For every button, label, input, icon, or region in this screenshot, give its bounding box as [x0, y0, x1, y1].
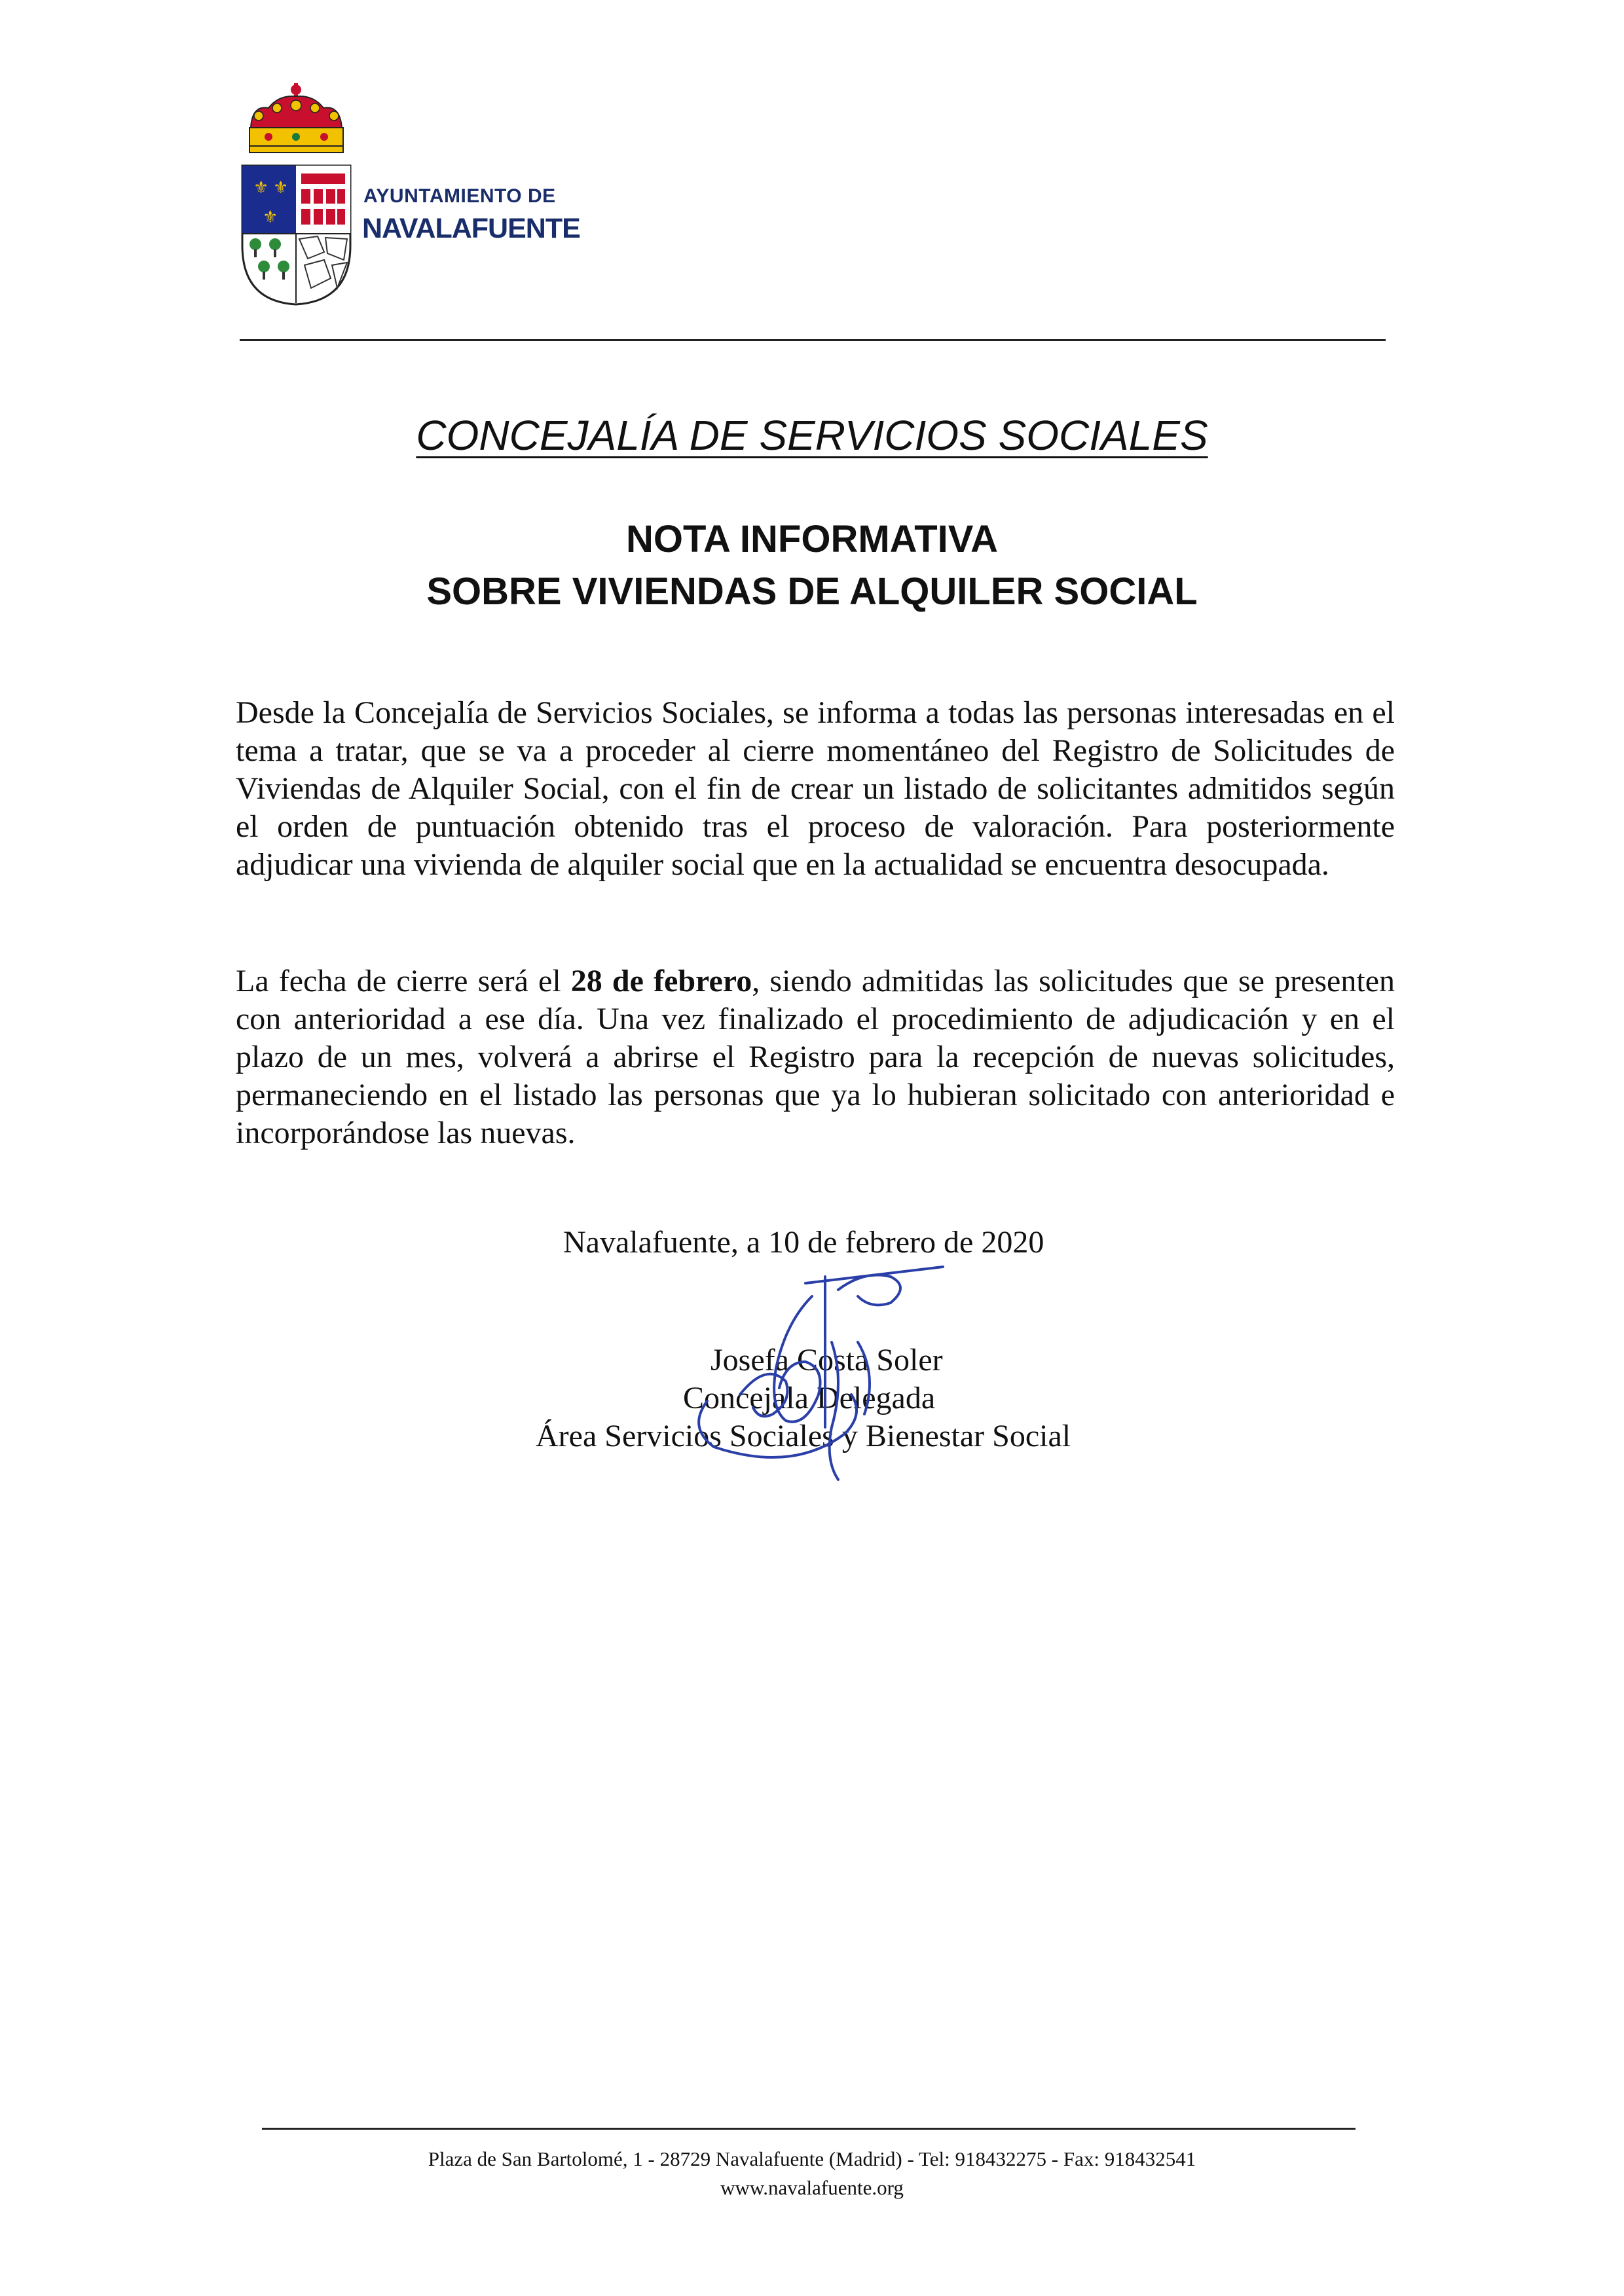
department-heading: CONCEJALÍA DE SERVICIOS SOCIALES — [416, 412, 1208, 459]
paragraph2-text-end: , siendo admitidas las solicitudes que se presenten con anterioridad a ese día. Una vez finalizado el procedimiento de adjudicación y en el plazo de un mes, volverá a abrirse el Registro para la recepción de nuevas solicitudes, permaneciendo en el listado las personas que ya lo hubieran solicitado con anterioridad e incorporándose las nuevas. — [236, 964, 1395, 1150]
date-line: Navalafuente, a 10 de febrero de 2020 — [563, 1225, 1044, 1260]
signer-role: Concejala Delegada — [683, 1381, 936, 1415]
signer-area: Área Servicios Sociales y Bienestar Social — [536, 1419, 1071, 1453]
header-divider — [240, 339, 1386, 341]
footer-address: Plaza de San Bartolomé, 1 - 28729 Navalafuente (Madrid) - Tel: 918432275 - Fax: 918432541 — [428, 2147, 1196, 2170]
svg-text:⚜: ⚜ — [253, 178, 269, 198]
coat-of-arms-icon — [239, 82, 354, 308]
svg-text:⚜: ⚜ — [273, 178, 289, 198]
document-title-line1: NOTA INFORMATIVA — [625, 518, 999, 560]
signer-name: Josefa Costa Soler — [710, 1343, 943, 1377]
handwritten-signature-icon — [629, 1264, 969, 1493]
svg-text:⚜: ⚜ — [263, 208, 278, 227]
org-name-line2: NAVALAFUENTE — [362, 213, 580, 244]
footer-website: www.navalafuente.org — [720, 2176, 904, 2199]
org-name-line1: AYUNTAMIENTO DE — [363, 185, 556, 207]
document-title-line2: SOBRE VIVIENDAS DE ALQUILER SOCIAL — [426, 570, 1198, 613]
body-paragraph-2 — [236, 962, 1395, 1152]
closing-date-highlight: 28 de febrero — [570, 964, 752, 998]
footer-divider — [262, 2128, 1356, 2130]
paragraph2-text-start: La fecha de cierre será el — [236, 964, 571, 998]
body-paragraph-1: Desde la Concejalía de Servicios Sociales, se informa a todas las personas interesadas en el tema a tratar, que se va a proceder al cierre momentáneo del Registro de Solicitudes de Viviendas de Alquiler Social, con el fin de crear un listado de solicitantes admitidos según el orden de puntuación obtenido tras el proceso de valoración. Para posteriormente adjudicar una vivienda de alquiler social que en la actualidad se encuentra desocupada. — [236, 695, 1395, 882]
